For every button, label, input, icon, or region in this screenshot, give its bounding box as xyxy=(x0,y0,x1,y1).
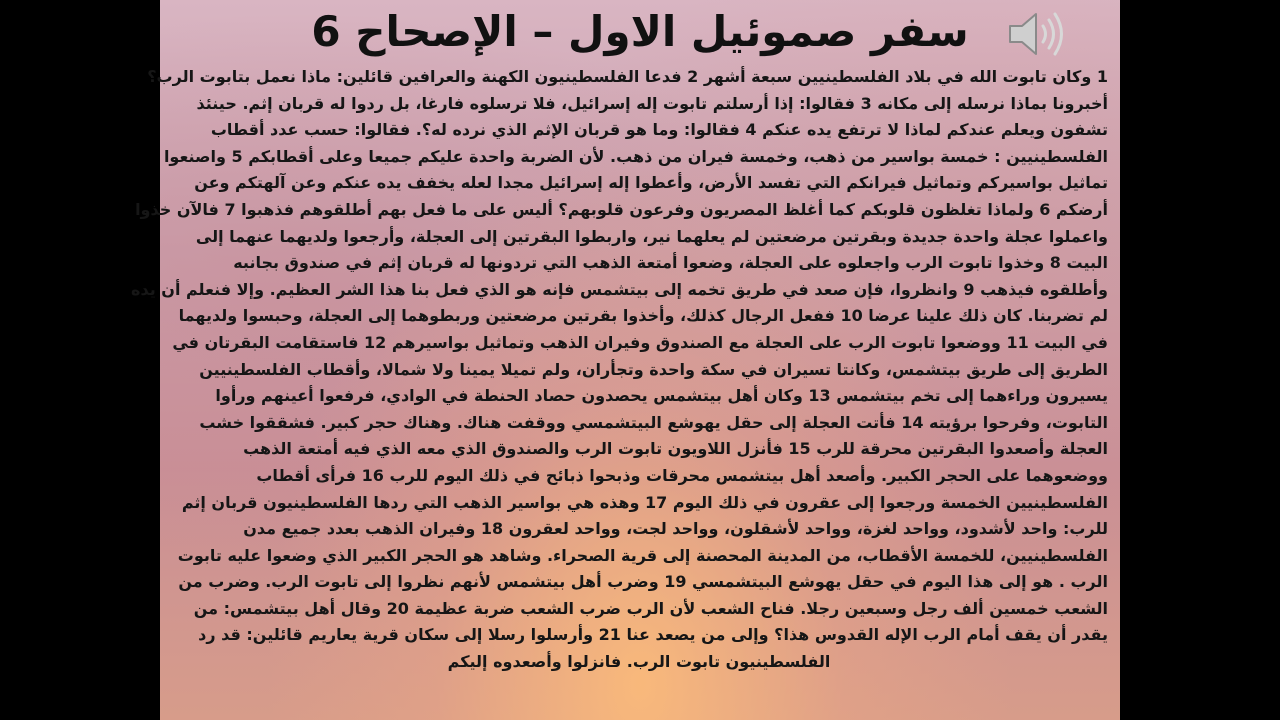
text-line: 1 وكان تابوت الله في بلاد الفلسطينيين سبعة أشهر 2 فدعا الفلسطينيون الكهنة والعرافين قائلين: ماذا نعمل بتابوت الرب؟ xyxy=(147,67,1108,86)
text-line: ووضعوهما على الحجر الكبير. وأصعد أهل بيتشمس محرقات وذبحوا ذبائح في ذلك اليوم للرب 16 فرأى أقطاب xyxy=(256,465,1108,485)
text-line: الفلسطينيين، للخمسة الأقطاب، من المدينة المحصنة إلى قرية الصحراء. وشاهد هو الحجر الكبير الذي وضعوا عليه تابوت xyxy=(177,545,1108,565)
text-line: تماثيل بواسيركم وتماثيل فيرانكم التي تفسد الأرض، وأعطوا إله إسرائيل مجدا لعله يخفف يده عنكم وعن آلهتكم وعن xyxy=(194,173,1108,193)
text-line: يقدر أن يقف أمام الرب الإله القدوس هذا؟ وإلى من يصعد عنا 21 وأرسلوا رسلا إلى سكان قرية يعاريم قائلين: قد رد xyxy=(198,625,1108,645)
text-line: تشفون ويعلم عندكم لماذا لا ترتفع يده عنكم 4 فقالوا: وما هو قربان الإثم الذي نرده له؟. فقالوا: حسب عدد أقطاب xyxy=(210,120,1108,140)
text-line: للرب: واحد لأشدود، وواحد لغزة، وواحد لأشقلون، وواحد لجت، وواحد لعقرون 18 وفيران الذهب بعدد جميع مدن xyxy=(243,519,1108,539)
text-line: واعملوا عجلة واحدة جديدة وبقرتين مرضعتين لم يعلهما نير، واربطوا البقرتين إلى العجلة، وأرجعوا ولديهما عنهما إلى xyxy=(195,226,1108,246)
text-line: في البيت 11 ووضعوا تابوت الرب على العجلة مع الصندوق وفيران الذهب وتماثيل بواسيرهم 12 فاستقامت البقرتان في xyxy=(172,332,1108,352)
scripture-text xyxy=(131,64,1108,720)
text-line: الشعب خمسين ألف رجل وسبعين رجلا. فناح الشعب لأن الرب ضرب الشعب ضربة عظيمة 20 وقال أهل بيتشمس: من xyxy=(193,598,1108,618)
slide-title: سفر صموئيل الاول – الإصحاح 6 xyxy=(311,7,969,56)
text-line: الرب . هو إلى هذا اليوم في حقل يهوشع البيتشمسي 19 وضرب أهل بيتشمس لأنهم نظروا إلى تابوت الرب. وضرب من xyxy=(178,572,1108,592)
text-line: وأطلقوه فيذهب 9 وانظروا، فإن صعد في طريق تخمه إلى بيتشمس فإنه هو الذي فعل بنا هذا الشر العظيم. وإلا فنعلم أن يده xyxy=(131,279,1108,299)
text-line: البيت 8 وخذوا تابوت الرب واجعلوه على العجلة، وضعوا أمتعة الذهب التي تردونها له قربان إثم في صندوق بجانبه xyxy=(233,253,1108,273)
slide xyxy=(131,0,1120,720)
text-line: الفلسطينيين : خمسة بواسير من ذهب، وخمسة فيران من ذهب. لأن الضربة واحدة عليكم جميعا وعلى أقطابكم 5 واصنعوا xyxy=(163,146,1108,166)
text-line: الطريق إلى طريق بيتشمس، وكانتا تسيران في سكة واحدة وتجأران، ولم تميلا يمينا ولا شمالا، وأقطاب الفلسطينيين xyxy=(199,359,1108,379)
text-line: يسيرون وراءهما إلى تخم بيتشمس 13 وكان أهل بيتشمس يحصدون حصاد الحنطة في الوادي، فرفعوا أعينهم ورأوا xyxy=(215,386,1108,406)
text-line: لم تضربنا. كان ذلك علينا عرضا 10 ففعل الرجال كذلك، وأخذوا بقرتين مرضعتين وربطوهما إلى العجلة، وحبسوا ولديهما xyxy=(178,306,1108,326)
text-line: أخبرونا بماذا نرسله إلى مكانه 3 فقالوا: إذا أرسلتم تابوت إله إسرائيل، فلا ترسلوه فارغا، بل ردوا له قربان إثم. حينئذ xyxy=(196,93,1108,113)
speaker-icon-graphic xyxy=(1006,6,1070,62)
speaker-icon[interactable] xyxy=(1006,6,1070,62)
text-line: العجلة وأصعدوا البقرتين محرقة للرب 15 فأنزل اللاويون تابوت الرب والصندوق الذي معه الذي فيه أمتعة الذهب xyxy=(243,439,1108,459)
text-line: الفلسطينيين الخمسة ورجعوا إلى عقرون في ذلك اليوم 17 وهذه هي بواسير الذهب التي ردها الفلسطينيون قربان إثم xyxy=(181,492,1108,512)
text-line: أرضكم 6 ولماذا تغلظون قلوبكم كما أغلظ المصريون وفرعون قلوبهم؟ أليس على ما فعل بهم أطلقوهم فذهبوا 7 فالآن خذوا xyxy=(135,199,1108,219)
text-line: الفلسطينيون تابوت الرب. فانزلوا وأصعدوه إليكم xyxy=(447,652,831,672)
text-line: التابوت، وفرحوا برؤيته 14 فأتت العجلة إلى حقل يهوشع البيتشمسي ووقفت هناك. وهناك حجر كبير. فشققوا خشب xyxy=(199,412,1108,432)
